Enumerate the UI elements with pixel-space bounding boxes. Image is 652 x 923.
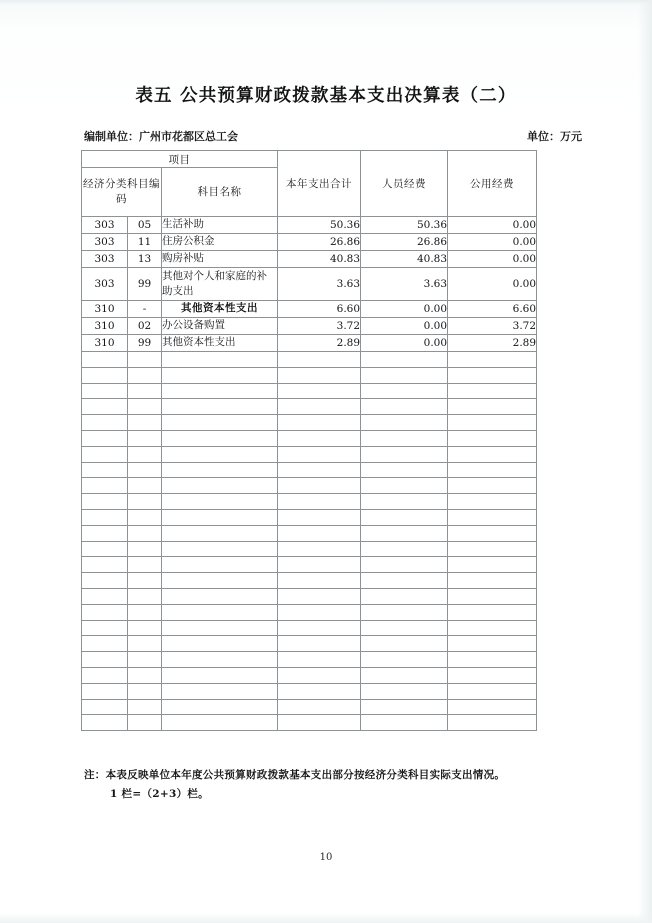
cell-empty xyxy=(128,557,162,573)
cell-empty xyxy=(82,715,128,731)
cell-empty xyxy=(361,446,448,462)
cell-empty xyxy=(448,478,537,494)
cell-empty xyxy=(128,699,162,715)
table-row-empty xyxy=(82,509,537,525)
cell-code: 310 xyxy=(82,318,128,335)
table-header xyxy=(82,151,537,217)
cell-empty xyxy=(128,541,162,557)
cell-empty xyxy=(128,509,162,525)
table-row-empty xyxy=(82,667,537,683)
cell-empty xyxy=(128,399,162,415)
cell-empty xyxy=(162,415,278,431)
prepared-by-label: 编制单位：广州市花都区总工会 xyxy=(84,130,238,143)
cell-empty xyxy=(361,604,448,620)
cell-empty xyxy=(162,636,278,652)
cell-empty xyxy=(82,415,128,431)
cell-public: 6.60 xyxy=(448,301,537,318)
cell-empty xyxy=(128,715,162,731)
cell-empty xyxy=(162,462,278,478)
cell-empty xyxy=(361,667,448,683)
cell-empty xyxy=(162,573,278,589)
cell-empty xyxy=(361,478,448,494)
cell-empty xyxy=(361,462,448,478)
cell-empty xyxy=(128,604,162,620)
cell-name: 其他对个人和家庭的补助支出 xyxy=(162,268,278,301)
cell-subcode: 13 xyxy=(128,251,162,268)
table-row-empty xyxy=(82,494,537,510)
cell-personnel: 0.00 xyxy=(361,301,448,318)
cell-empty xyxy=(162,667,278,683)
unit-label: 单位：万元 xyxy=(527,130,582,143)
column-header-personnel: 人员经费 xyxy=(361,151,448,217)
cell-empty xyxy=(448,683,537,699)
cell-empty xyxy=(361,683,448,699)
cell-empty xyxy=(82,399,128,415)
cell-empty xyxy=(278,604,361,620)
cell-public: 3.72 xyxy=(448,318,537,335)
cell-name: 办公设备购置 xyxy=(162,318,278,335)
cell-empty xyxy=(162,715,278,731)
cell-empty xyxy=(278,667,361,683)
cell-empty xyxy=(162,588,278,604)
cell-empty xyxy=(128,383,162,399)
cell-empty xyxy=(278,509,361,525)
cell-personnel: 26.86 xyxy=(361,234,448,251)
cell-personnel: 0.00 xyxy=(361,335,448,352)
cell-empty xyxy=(448,494,537,510)
cell-empty xyxy=(448,525,537,541)
cell-empty xyxy=(278,430,361,446)
cell-empty xyxy=(82,652,128,668)
cell-empty xyxy=(162,541,278,557)
cell-public: 0.00 xyxy=(448,217,537,234)
cell-empty xyxy=(361,430,448,446)
cell-empty xyxy=(128,683,162,699)
cell-code: 303 xyxy=(82,268,128,301)
page-number: 10 xyxy=(319,852,333,863)
cell-empty xyxy=(128,667,162,683)
cell-empty xyxy=(448,557,537,573)
cell-total: 40.83 xyxy=(278,251,361,268)
cell-total: 3.72 xyxy=(278,318,361,335)
cell-empty xyxy=(162,430,278,446)
cell-name: 生活补助 xyxy=(162,217,278,234)
cell-empty xyxy=(361,383,448,399)
cell-public: 2.89 xyxy=(448,335,537,352)
cell-empty xyxy=(361,715,448,731)
cell-empty xyxy=(162,383,278,399)
cell-empty xyxy=(278,525,361,541)
cell-empty xyxy=(278,588,361,604)
cell-empty xyxy=(128,430,162,446)
cell-empty xyxy=(82,683,128,699)
cell-empty xyxy=(448,588,537,604)
table-row xyxy=(82,318,537,335)
cell-empty xyxy=(361,509,448,525)
cell-empty xyxy=(82,573,128,589)
footnote-2: 1 栏=（2+3）栏。 xyxy=(110,788,209,800)
cell-empty xyxy=(82,383,128,399)
cell-empty xyxy=(162,525,278,541)
table-row-empty xyxy=(82,715,537,731)
cell-subcode: 05 xyxy=(128,217,162,234)
cell-empty xyxy=(162,352,278,368)
column-header-code: 经济分类科目编码 xyxy=(82,168,162,217)
cell-code: 310 xyxy=(82,301,128,318)
budget-table xyxy=(81,150,537,731)
table-row xyxy=(82,301,537,318)
cell-empty xyxy=(162,620,278,636)
cell-name: 住房公积金 xyxy=(162,234,278,251)
cell-empty xyxy=(82,541,128,557)
cell-empty xyxy=(448,446,537,462)
cell-empty xyxy=(361,620,448,636)
cell-empty xyxy=(128,446,162,462)
cell-empty xyxy=(162,652,278,668)
table-row xyxy=(82,251,537,268)
cell-empty xyxy=(448,620,537,636)
footnotes xyxy=(84,766,505,804)
table-row xyxy=(82,217,537,234)
cell-empty xyxy=(361,588,448,604)
column-header-group-item: 项目 xyxy=(82,151,278,168)
cell-empty xyxy=(128,525,162,541)
cell-empty xyxy=(162,494,278,510)
cell-empty xyxy=(128,478,162,494)
cell-empty xyxy=(361,367,448,383)
cell-empty xyxy=(278,636,361,652)
cell-code: 303 xyxy=(82,217,128,234)
cell-empty xyxy=(278,620,361,636)
page-title: 表五 公共预算财政拨款基本支出决算表（二） xyxy=(135,86,517,106)
cell-empty xyxy=(448,509,537,525)
cell-empty xyxy=(448,462,537,478)
cell-name: 其他资本性支出 xyxy=(162,301,278,318)
cell-empty xyxy=(162,509,278,525)
cell-empty xyxy=(128,352,162,368)
cell-total: 26.86 xyxy=(278,234,361,251)
cell-empty xyxy=(82,557,128,573)
cell-empty xyxy=(278,683,361,699)
cell-empty xyxy=(448,573,537,589)
cell-empty xyxy=(82,446,128,462)
cell-empty xyxy=(361,352,448,368)
cell-empty xyxy=(448,430,537,446)
cell-empty xyxy=(82,367,128,383)
table-row-empty xyxy=(82,399,537,415)
table-row-empty xyxy=(82,604,537,620)
cell-empty xyxy=(361,652,448,668)
cell-empty xyxy=(128,588,162,604)
cell-empty xyxy=(82,494,128,510)
cell-personnel: 50.36 xyxy=(361,217,448,234)
cell-total: 50.36 xyxy=(278,217,361,234)
table-row-empty xyxy=(82,352,537,368)
cell-empty xyxy=(162,367,278,383)
table-row-empty xyxy=(82,636,537,652)
cell-empty xyxy=(162,683,278,699)
cell-empty xyxy=(361,557,448,573)
cell-empty xyxy=(278,699,361,715)
cell-empty xyxy=(128,367,162,383)
cell-empty xyxy=(278,352,361,368)
cell-empty xyxy=(361,415,448,431)
column-header-public: 公用经费 xyxy=(448,151,537,217)
cell-subcode: 99 xyxy=(128,335,162,352)
cell-empty xyxy=(361,399,448,415)
cell-empty xyxy=(128,652,162,668)
table-row-empty xyxy=(82,446,537,462)
cell-empty xyxy=(82,478,128,494)
cell-empty xyxy=(361,573,448,589)
footnote-1: 注：本表反映单位本年度公共预算财政拨款基本支出部分按经济分类科目实际支出情况。 xyxy=(84,769,506,781)
table-row-empty xyxy=(82,462,537,478)
table-row xyxy=(82,234,537,251)
cell-empty xyxy=(82,620,128,636)
cell-empty xyxy=(448,415,537,431)
cell-empty xyxy=(278,573,361,589)
column-header-name: 科目名称 xyxy=(162,168,278,217)
cell-empty xyxy=(278,462,361,478)
cell-subcode: - xyxy=(128,301,162,318)
cell-empty xyxy=(128,620,162,636)
cell-empty xyxy=(361,541,448,557)
cell-empty xyxy=(448,399,537,415)
cell-empty xyxy=(361,699,448,715)
table-row-empty xyxy=(82,683,537,699)
cell-empty xyxy=(448,352,537,368)
cell-empty xyxy=(82,699,128,715)
table-row-empty xyxy=(82,430,537,446)
table-row xyxy=(82,268,537,301)
cell-empty xyxy=(128,494,162,510)
cell-empty xyxy=(278,446,361,462)
cell-empty xyxy=(82,525,128,541)
cell-empty xyxy=(82,430,128,446)
cell-public: 0.00 xyxy=(448,268,537,301)
cell-empty xyxy=(82,604,128,620)
table-row-empty xyxy=(82,588,537,604)
cell-empty xyxy=(82,667,128,683)
cell-empty xyxy=(278,541,361,557)
cell-empty xyxy=(82,636,128,652)
table-row-empty xyxy=(82,478,537,494)
table-meta-row xyxy=(84,128,582,144)
cell-empty xyxy=(361,494,448,510)
cell-empty xyxy=(448,699,537,715)
table-row-empty xyxy=(82,573,537,589)
cell-empty xyxy=(128,636,162,652)
cell-code: 310 xyxy=(82,335,128,352)
table-row-empty xyxy=(82,652,537,668)
table-row-empty xyxy=(82,699,537,715)
table-row-empty xyxy=(82,620,537,636)
cell-empty xyxy=(162,557,278,573)
cell-empty xyxy=(278,652,361,668)
cell-subcode: 11 xyxy=(128,234,162,251)
cell-empty xyxy=(278,715,361,731)
cell-subcode: 99 xyxy=(128,268,162,301)
cell-empty xyxy=(82,462,128,478)
table-row-empty xyxy=(82,557,537,573)
table-row-empty xyxy=(82,367,537,383)
cell-empty xyxy=(162,604,278,620)
cell-personnel: 0.00 xyxy=(361,318,448,335)
cell-empty xyxy=(361,636,448,652)
cell-empty xyxy=(128,415,162,431)
cell-empty xyxy=(448,604,537,620)
table-row-empty xyxy=(82,541,537,557)
cell-empty xyxy=(448,636,537,652)
cell-name: 其他资本性支出 xyxy=(162,335,278,352)
cell-empty xyxy=(128,573,162,589)
cell-subcode: 02 xyxy=(128,318,162,335)
table-row xyxy=(82,335,537,352)
cell-empty xyxy=(448,383,537,399)
cell-empty xyxy=(278,415,361,431)
cell-total: 3.63 xyxy=(278,268,361,301)
cell-public: 0.00 xyxy=(448,251,537,268)
table-header-group-row xyxy=(82,151,537,168)
cell-empty xyxy=(278,383,361,399)
cell-empty xyxy=(278,494,361,510)
cell-empty xyxy=(448,367,537,383)
cell-empty xyxy=(162,399,278,415)
cell-empty xyxy=(82,588,128,604)
column-header-total: 本年支出合计 xyxy=(278,151,361,217)
table-row-empty xyxy=(82,415,537,431)
cell-name: 购房补贴 xyxy=(162,251,278,268)
cell-empty xyxy=(278,557,361,573)
cell-empty xyxy=(448,541,537,557)
cell-empty xyxy=(448,715,537,731)
cell-empty xyxy=(82,352,128,368)
cell-empty xyxy=(162,699,278,715)
cell-empty xyxy=(128,462,162,478)
cell-empty xyxy=(82,509,128,525)
cell-personnel: 3.63 xyxy=(361,268,448,301)
cell-public: 0.00 xyxy=(448,234,537,251)
cell-personnel: 40.83 xyxy=(361,251,448,268)
cell-empty xyxy=(278,478,361,494)
table-row-empty xyxy=(82,525,537,541)
cell-code: 303 xyxy=(82,251,128,268)
cell-empty xyxy=(162,478,278,494)
cell-code: 303 xyxy=(82,234,128,251)
table-body xyxy=(82,217,537,731)
cell-empty xyxy=(278,399,361,415)
table-row-empty xyxy=(82,383,537,399)
cell-empty xyxy=(448,667,537,683)
cell-total: 6.60 xyxy=(278,301,361,318)
cell-empty xyxy=(162,446,278,462)
cell-total: 2.89 xyxy=(278,335,361,352)
cell-empty xyxy=(278,367,361,383)
cell-empty xyxy=(448,652,537,668)
cell-empty xyxy=(361,525,448,541)
